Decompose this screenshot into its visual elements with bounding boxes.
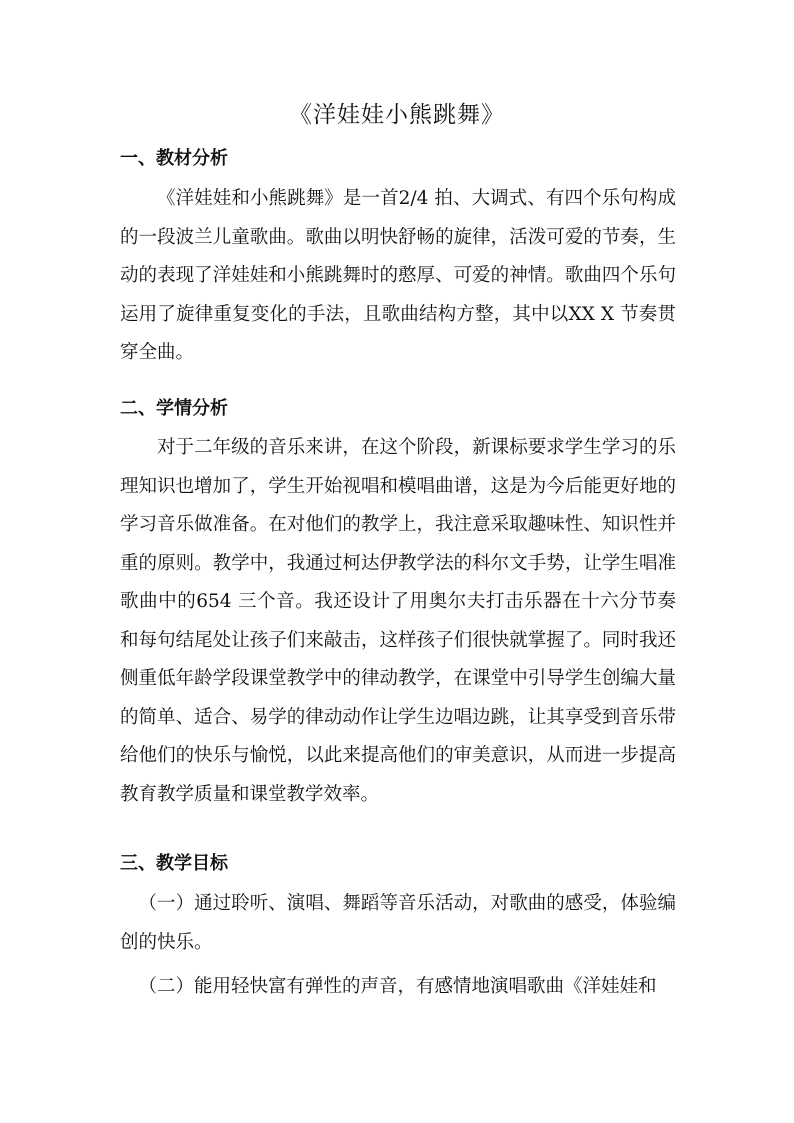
section-heading-teaching-material: 一、教材分析 xyxy=(120,148,228,169)
document-title: 《洋娃娃小熊跳舞》 xyxy=(289,102,505,128)
section-heading-student-analysis: 二、学情分析 xyxy=(120,398,228,419)
paragraph-goal-one: （一）通过聆听、演唱、舞蹈等音乐活动，对歌曲的感受，体验编创的快乐。 xyxy=(120,893,676,953)
paragraph-goal-two: （二）能用轻快富有弹性的声音，有感情地演唱歌曲《洋娃娃和 xyxy=(138,976,657,997)
paragraph-student-analysis: 对于二年级的音乐来讲，在这个阶段，新课标要求学生学习的乐理知识也增加了，学生开始视唱和模唱曲谱，这是为今后能更好地的学习音乐做准备。在对他们的教学上，我注意采取趣味性、知识性并重的原则。教学中，我通过柯达伊教学法的科尔文手势，让学生唱准歌曲中的654 三个音。我还设计了用奥尔夫打击乐器在十六分节奏和每句结尾处让孩子们来敲击，这样孩子们很快就掌握了。同时我还侧重低年龄学段课堂教学中的律动教学，在课堂中引导学生创编大量的简单、适合、易学的律动动作让学生边唱边跳，让其享受到音乐带给他们的快乐与愉悦，以此来提高他们的审美意识，从而进一步提高教育教学质量和课堂教学效率。 xyxy=(120,437,676,805)
paragraph-teaching-material: 《洋娃娃和小熊跳舞》是一首2/4 拍、大调式、有四个乐句构成的一段波兰儿童歌曲。歌曲以明快舒畅的旋律，活泼可爱的节奏，生动的表现了洋娃娃和小熊跳舞时的憨厚、可爱的神情。歌曲四个乐句运用了旋律重复变化的手法，且歌曲结构方整，其中以XX X 节奏贯穿全曲。 xyxy=(120,188,676,363)
section-heading-teaching-goals: 三、教学目标 xyxy=(120,853,228,874)
